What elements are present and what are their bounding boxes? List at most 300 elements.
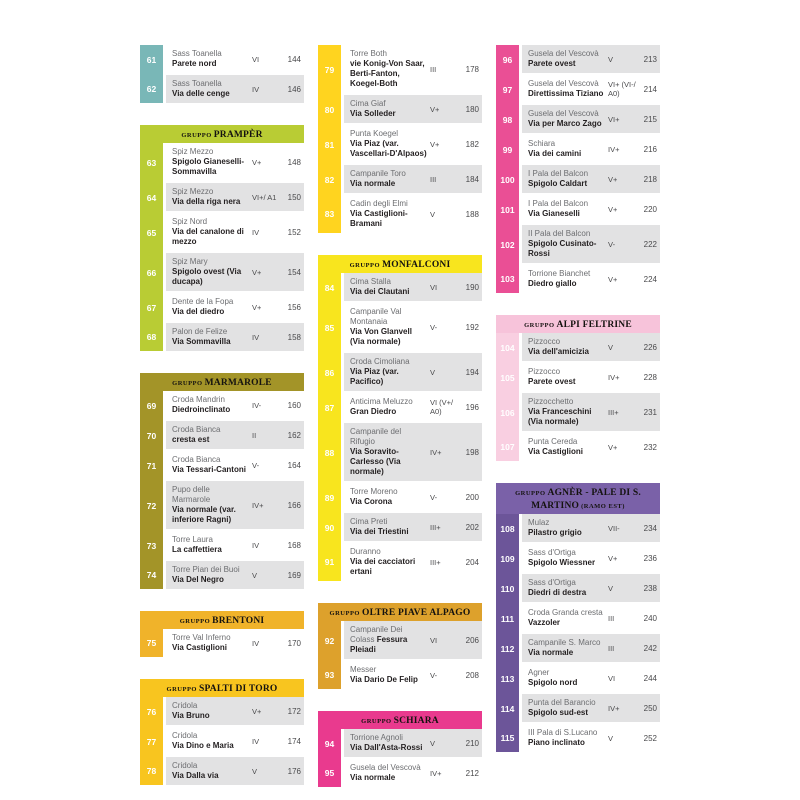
- entry-name-block: [528, 139, 608, 159]
- entry-number: 76: [146, 707, 157, 717]
- page-number: 222: [643, 239, 657, 249]
- route-name: Via normale (var. inferiore Ragni): [172, 505, 236, 524]
- peak-name: Torrione Bianchet: [528, 269, 591, 278]
- route-entry-row: [140, 629, 304, 657]
- route-entry-row: [140, 293, 304, 323]
- entry-body: [522, 724, 660, 752]
- page-number: 240: [643, 613, 657, 623]
- route-entry-row: [318, 393, 482, 423]
- route-name: Gran Diedro: [350, 407, 397, 416]
- peak-name: III Pala di S.Lucano: [528, 728, 598, 737]
- route-group: [140, 679, 304, 785]
- route-entry-row: [140, 451, 304, 481]
- route-name: vie Konig-Von Saar, Berti-Fanton, Koegel-Both: [350, 59, 425, 88]
- route-grade: V: [430, 367, 436, 377]
- page-number: 194: [465, 367, 479, 377]
- page-number: 156: [287, 302, 301, 312]
- route-grade: V: [608, 733, 614, 743]
- entry-body: [166, 629, 304, 657]
- group-header-label: GRUPPO: [172, 380, 203, 387]
- peak-name: Croda Granda cresta: [528, 608, 603, 617]
- peak-name: Sass d'Ortiga: [528, 548, 576, 557]
- peak-name: Torre Laura: [172, 535, 213, 544]
- group-header-name: MARMAROLE: [204, 378, 272, 388]
- group-header: [318, 711, 482, 729]
- route-grade: V: [430, 209, 436, 219]
- route-name: Via del canalone di mezzo: [172, 227, 244, 246]
- group-header-name: PRAMPÈR: [213, 130, 263, 140]
- route-entry-row: [140, 253, 304, 293]
- entry-number: 79: [324, 65, 335, 75]
- entry-name-block: [350, 199, 430, 229]
- route-grade: III: [608, 613, 615, 623]
- entry-number: 102: [500, 240, 515, 250]
- entry-name-block: [528, 608, 608, 628]
- route-name: Pilastro grigio: [528, 528, 582, 537]
- entry-body: [522, 363, 660, 391]
- route-grade: V-: [608, 239, 616, 249]
- route-group: [140, 125, 304, 351]
- peak-name: Spiz Nord: [172, 217, 208, 226]
- entry-number: 91: [324, 557, 335, 567]
- route-entry-row: [496, 724, 660, 752]
- entry-body: [344, 95, 482, 123]
- route-grade: V: [608, 342, 614, 352]
- route-name: Via dei Triestini: [350, 527, 409, 536]
- route-grade: IV: [252, 227, 260, 237]
- peak-name: Sass Toanella: [172, 49, 222, 58]
- peak-name: Messer: [350, 665, 377, 674]
- peak-name: Gusela del Vescovà: [528, 79, 599, 88]
- group-rows: [318, 273, 482, 581]
- route-entry-row: [496, 393, 660, 433]
- route-name: Via dei Clautani: [350, 287, 410, 296]
- route-name: Spigolo Gianeselli-Sommavilla: [172, 157, 245, 176]
- route-name: Via Piaz (var. Pacifico): [350, 367, 399, 386]
- route-entry-row: [496, 363, 660, 393]
- route-name: Spigolo nord: [528, 678, 578, 687]
- entry-name-block: [528, 229, 608, 259]
- entry-number: 67: [146, 303, 157, 313]
- route-name: Diedro giallo: [528, 279, 577, 288]
- entry-body: [522, 544, 660, 572]
- entry-body: [344, 125, 482, 163]
- entry-name-block: [172, 565, 252, 585]
- entry-body: [344, 661, 482, 689]
- entry-number: 115: [500, 733, 515, 743]
- entry-number: 108: [500, 524, 515, 534]
- route-group: [318, 711, 482, 787]
- route-grade: V-: [252, 460, 260, 470]
- route-name: Via Tessari-Cantoni: [172, 465, 246, 474]
- route-name: Via normale: [350, 179, 396, 188]
- route-entry-row: [318, 513, 482, 543]
- route-entry-row: [318, 125, 482, 165]
- peak-name: Gusela del Vescovà: [350, 763, 421, 772]
- entry-number: 110: [500, 584, 515, 594]
- entry-body: [166, 391, 304, 419]
- route-entry-row: [140, 561, 304, 589]
- route-name: Spigolo Cusinato-Rossi: [528, 239, 597, 258]
- route-grade: V: [252, 766, 258, 776]
- group-header: [496, 315, 660, 333]
- group-header-label: GRUPPO: [181, 132, 212, 139]
- route-grade: VI: [608, 673, 616, 683]
- route-name: Via Solleder: [350, 109, 396, 118]
- page-number: 162: [287, 430, 301, 440]
- entry-name-block: [350, 129, 430, 159]
- entry-name-block: [172, 485, 252, 525]
- peak-name: Croda Bianca: [172, 425, 221, 434]
- entry-number: 88: [324, 448, 335, 458]
- group-rows: [318, 729, 482, 787]
- route-group: [496, 483, 660, 752]
- group-header-label: GRUPPO: [329, 610, 360, 617]
- route-grade: IV+: [430, 447, 442, 457]
- group-rows: [140, 45, 304, 103]
- route-name: Via Castiglioni-Bramani: [350, 209, 408, 228]
- entry-number: 77: [146, 737, 157, 747]
- route-grade: VII-: [608, 523, 620, 533]
- entry-name-block: [528, 437, 608, 457]
- route-entry-row: [140, 481, 304, 531]
- page-number: 170: [287, 638, 301, 648]
- entry-name-block: [350, 397, 430, 417]
- entry-name-block: [172, 217, 252, 247]
- route-name: Via Corona: [350, 497, 393, 506]
- entry-body: [522, 75, 660, 103]
- peak-name: Cima Preti: [350, 517, 388, 526]
- entry-number: 71: [146, 461, 157, 471]
- peak-name: Cima Giaf: [350, 99, 386, 108]
- entry-name-block: [350, 49, 430, 89]
- entry-number: 90: [324, 523, 335, 533]
- route-grade: VI: [252, 54, 260, 64]
- page-number: 176: [287, 766, 301, 776]
- route-name: La caffettiera: [172, 545, 222, 554]
- route-grade: III+: [430, 522, 441, 532]
- entry-body: [522, 45, 660, 73]
- page-number: 150: [287, 192, 301, 202]
- entry-number: 72: [146, 501, 157, 511]
- route-grade: IV+: [252, 500, 264, 510]
- entry-name-block: [528, 269, 608, 289]
- entry-name-block: [528, 668, 608, 688]
- page-number: 236: [643, 553, 657, 563]
- entry-name-block: [172, 257, 252, 287]
- page-number: 242: [643, 643, 657, 653]
- route-name: Spigolo Caldart: [528, 179, 588, 188]
- route-grade: III+: [430, 557, 441, 567]
- entry-body: [522, 265, 660, 293]
- group-rows: [496, 514, 660, 752]
- route-entry-row: [140, 697, 304, 727]
- route-entry-row: [318, 759, 482, 787]
- route-entry-row: [140, 421, 304, 451]
- route-grade: III+: [608, 407, 619, 417]
- route-entry-row: [140, 757, 304, 785]
- index-column-3: [496, 45, 660, 787]
- group-header-name: MONFALCONI: [382, 260, 451, 270]
- route-grade: V+: [608, 174, 618, 184]
- route-grade: V+: [252, 706, 262, 716]
- entry-number: 63: [146, 158, 157, 168]
- entry-name-block: [172, 425, 252, 445]
- group-header-label: GRUPPO: [361, 718, 392, 725]
- page-number: 169: [287, 570, 301, 580]
- entry-name-block: [172, 761, 252, 781]
- peak-name: Cima Stalla: [350, 277, 391, 286]
- peak-name: Dente de la Fopa: [172, 297, 234, 306]
- group-header-label: GRUPPO: [179, 618, 211, 625]
- route-entry-row: [140, 183, 304, 213]
- entry-body: [344, 543, 482, 581]
- index-column-1: [140, 45, 304, 787]
- peak-name: I Pala del Balcon: [528, 169, 589, 178]
- route-grade: VI+ (VI-/ A0): [608, 80, 636, 98]
- entry-name-block: [350, 665, 430, 685]
- route-name: Via della riga nera: [172, 197, 241, 206]
- entry-body: [344, 45, 482, 93]
- entry-body: [166, 451, 304, 479]
- route-entry-row: [140, 391, 304, 421]
- route-name: Via normale: [350, 773, 396, 782]
- entry-number: 92: [324, 636, 335, 646]
- route-grade: III: [608, 643, 615, 653]
- entry-name-block: [350, 625, 430, 655]
- entry-name-block: [350, 547, 430, 577]
- entry-body: [344, 423, 482, 481]
- route-entry-row: [496, 165, 660, 195]
- page-number: 214: [643, 84, 657, 94]
- peak-name: Torre Pian dei Buoi: [172, 565, 240, 574]
- page-number: 200: [465, 492, 479, 502]
- route-name: Via Dino e Maria: [172, 741, 234, 750]
- entry-body: [522, 694, 660, 722]
- peak-name: Torre Moreno: [350, 487, 398, 496]
- peak-name: Croda Cimoliana: [350, 357, 410, 366]
- group-rows: [318, 45, 482, 233]
- route-grade: IV+: [608, 144, 620, 154]
- route-entry-row: [318, 303, 482, 353]
- route-entry-row: [496, 694, 660, 724]
- entry-body: [166, 293, 304, 321]
- peak-name: Duranno: [350, 547, 381, 556]
- route-name: Via dei cacciatori ertani: [350, 557, 416, 576]
- route-entry-row: [318, 273, 482, 303]
- entry-number: 98: [502, 115, 513, 125]
- entry-number: 84: [324, 283, 335, 293]
- group-header-label: GRUPPO: [524, 322, 555, 329]
- entry-name-block: [172, 535, 252, 555]
- entry-name-block: [528, 638, 608, 658]
- group-header: [318, 255, 482, 273]
- page-number: 210: [465, 738, 479, 748]
- entry-number: 75: [146, 638, 157, 648]
- entry-name-block: [350, 357, 430, 387]
- route-entry-row: [496, 544, 660, 574]
- entry-number: 106: [500, 408, 515, 418]
- entry-body: [344, 393, 482, 421]
- group-header-name: ALPI FELTRINE: [556, 320, 632, 330]
- entry-number: 111: [500, 614, 515, 624]
- page-number: 238: [643, 583, 657, 593]
- page-number: 234: [643, 523, 657, 533]
- entry-body: [344, 195, 482, 233]
- entry-body: [166, 561, 304, 589]
- page-number: 190: [465, 282, 479, 292]
- entry-name-block: [528, 199, 608, 219]
- entry-number: 65: [146, 228, 157, 238]
- page-number: 164: [287, 460, 301, 470]
- route-grade: V: [608, 54, 614, 64]
- entry-number: 78: [146, 766, 157, 776]
- page-number: 232: [643, 442, 657, 452]
- route-entry-row: [496, 75, 660, 105]
- entry-body: [166, 481, 304, 529]
- entry-body: [166, 727, 304, 755]
- entry-body: [522, 333, 660, 361]
- peak-name: II Pala del Balcon: [528, 229, 591, 238]
- peak-name: Spiz Mezzo: [172, 187, 214, 196]
- route-name: Via Sommavilla: [172, 337, 231, 346]
- page-number: 252: [643, 733, 657, 743]
- route-entry-row: [496, 664, 660, 694]
- entry-number: 94: [324, 739, 335, 749]
- page-number: 224: [643, 274, 657, 284]
- page-number: 215: [643, 114, 657, 124]
- page-number: 180: [465, 104, 479, 114]
- route-grade: V+: [608, 274, 618, 284]
- page-number: 184: [465, 174, 479, 184]
- entry-number: 99: [502, 145, 513, 155]
- entry-name-block: [350, 427, 430, 477]
- group-header: [140, 611, 304, 629]
- route-name: Diedri di destra: [528, 588, 587, 597]
- peak-name: Punta del Barancio: [528, 698, 596, 707]
- route-entry-row: [318, 353, 482, 393]
- route-index-columns: [140, 45, 662, 787]
- page-number: 231: [643, 407, 657, 417]
- route-entry-row: [496, 634, 660, 664]
- route-entry-row: [318, 95, 482, 125]
- peak-name: Gusela del Vescovà: [528, 49, 599, 58]
- route-grade: V+: [608, 553, 618, 563]
- page-number: 204: [465, 557, 479, 567]
- peak-name: Pizzocco: [528, 367, 561, 376]
- page-number: 172: [287, 706, 301, 716]
- route-name: Vazzoler: [528, 618, 561, 627]
- page-number: 228: [643, 372, 657, 382]
- peak-name: Pupo delle Marmarole: [172, 485, 211, 504]
- entry-number: 105: [500, 373, 515, 383]
- entry-body: [344, 273, 482, 301]
- entry-number: 68: [146, 332, 157, 342]
- route-grade: IV+: [430, 768, 442, 778]
- peak-name: Agner: [528, 668, 550, 677]
- route-grade: V+: [252, 302, 262, 312]
- entry-body: [522, 195, 660, 223]
- entry-body: [166, 323, 304, 351]
- entry-body: [166, 143, 304, 181]
- route-name: Via Soravito-Carlesso (Via normale): [350, 447, 401, 476]
- entry-name-block: [528, 79, 608, 99]
- page-number: 188: [465, 209, 479, 219]
- entry-body: [344, 353, 482, 391]
- entry-body: [522, 225, 660, 263]
- entry-body: [344, 303, 482, 351]
- entry-body: [166, 45, 304, 73]
- peak-name: Spiz Mezzo: [172, 147, 214, 156]
- group-rows: [140, 697, 304, 785]
- route-grade: II: [252, 430, 257, 440]
- route-entry-row: [140, 531, 304, 561]
- entry-number: 112: [500, 644, 515, 654]
- route-name: Via Gianeselli: [528, 209, 580, 218]
- entry-number: 74: [146, 570, 157, 580]
- entry-number: 70: [146, 431, 157, 441]
- entry-number: 64: [146, 193, 157, 203]
- entry-number: 83: [324, 209, 335, 219]
- page-number: 158: [287, 332, 301, 342]
- route-name: Via Dario De Felip: [350, 675, 418, 684]
- page-number: 146: [287, 84, 301, 94]
- entry-number: 100: [500, 175, 515, 185]
- route-grade: IV: [252, 84, 260, 94]
- route-entry-row: [140, 727, 304, 757]
- entry-name-block: [172, 701, 252, 721]
- entry-number: 87: [324, 403, 335, 413]
- route-entry-row: [496, 604, 660, 634]
- route-grade: IV+: [608, 372, 620, 382]
- route-group: [318, 255, 482, 581]
- route-name: Diedroinclinato: [172, 405, 231, 414]
- peak-name: I Pala del Balcon: [528, 199, 589, 208]
- route-entry-row: [318, 423, 482, 483]
- entry-number: 104: [500, 343, 515, 353]
- peak-name: Torre Both: [350, 49, 387, 58]
- entry-name-block: [350, 487, 430, 507]
- entry-name-block: [350, 517, 430, 537]
- route-name: Parete nord: [172, 59, 217, 68]
- entry-number: 81: [324, 140, 335, 150]
- entry-name-block: [528, 698, 608, 718]
- route-name: Direttissima Tiziano: [528, 89, 604, 98]
- group-rows: [496, 45, 660, 293]
- entry-number: 89: [324, 493, 335, 503]
- page-number: 213: [643, 54, 657, 64]
- route-entry-row: [496, 225, 660, 265]
- entry-body: [522, 165, 660, 193]
- peak-name: Cridola: [172, 701, 198, 710]
- route-entry-row: [496, 574, 660, 604]
- entry-name-block: [172, 633, 252, 653]
- page-number: 160: [287, 400, 301, 410]
- peak-name: Campanile Val Montanaia: [350, 307, 402, 326]
- entry-name-block: [528, 367, 608, 387]
- entry-name-block: [350, 307, 430, 347]
- entry-name-block: [172, 327, 252, 347]
- route-group: [140, 45, 304, 103]
- route-entry-row: [496, 433, 660, 461]
- route-entry-row: [496, 195, 660, 225]
- entry-name-block: [172, 79, 252, 99]
- peak-name: Punta Koegel: [350, 129, 399, 138]
- group-header: [496, 483, 660, 514]
- route-grade: V-: [430, 322, 438, 332]
- route-group: [318, 603, 482, 689]
- entry-name-block: [172, 731, 252, 751]
